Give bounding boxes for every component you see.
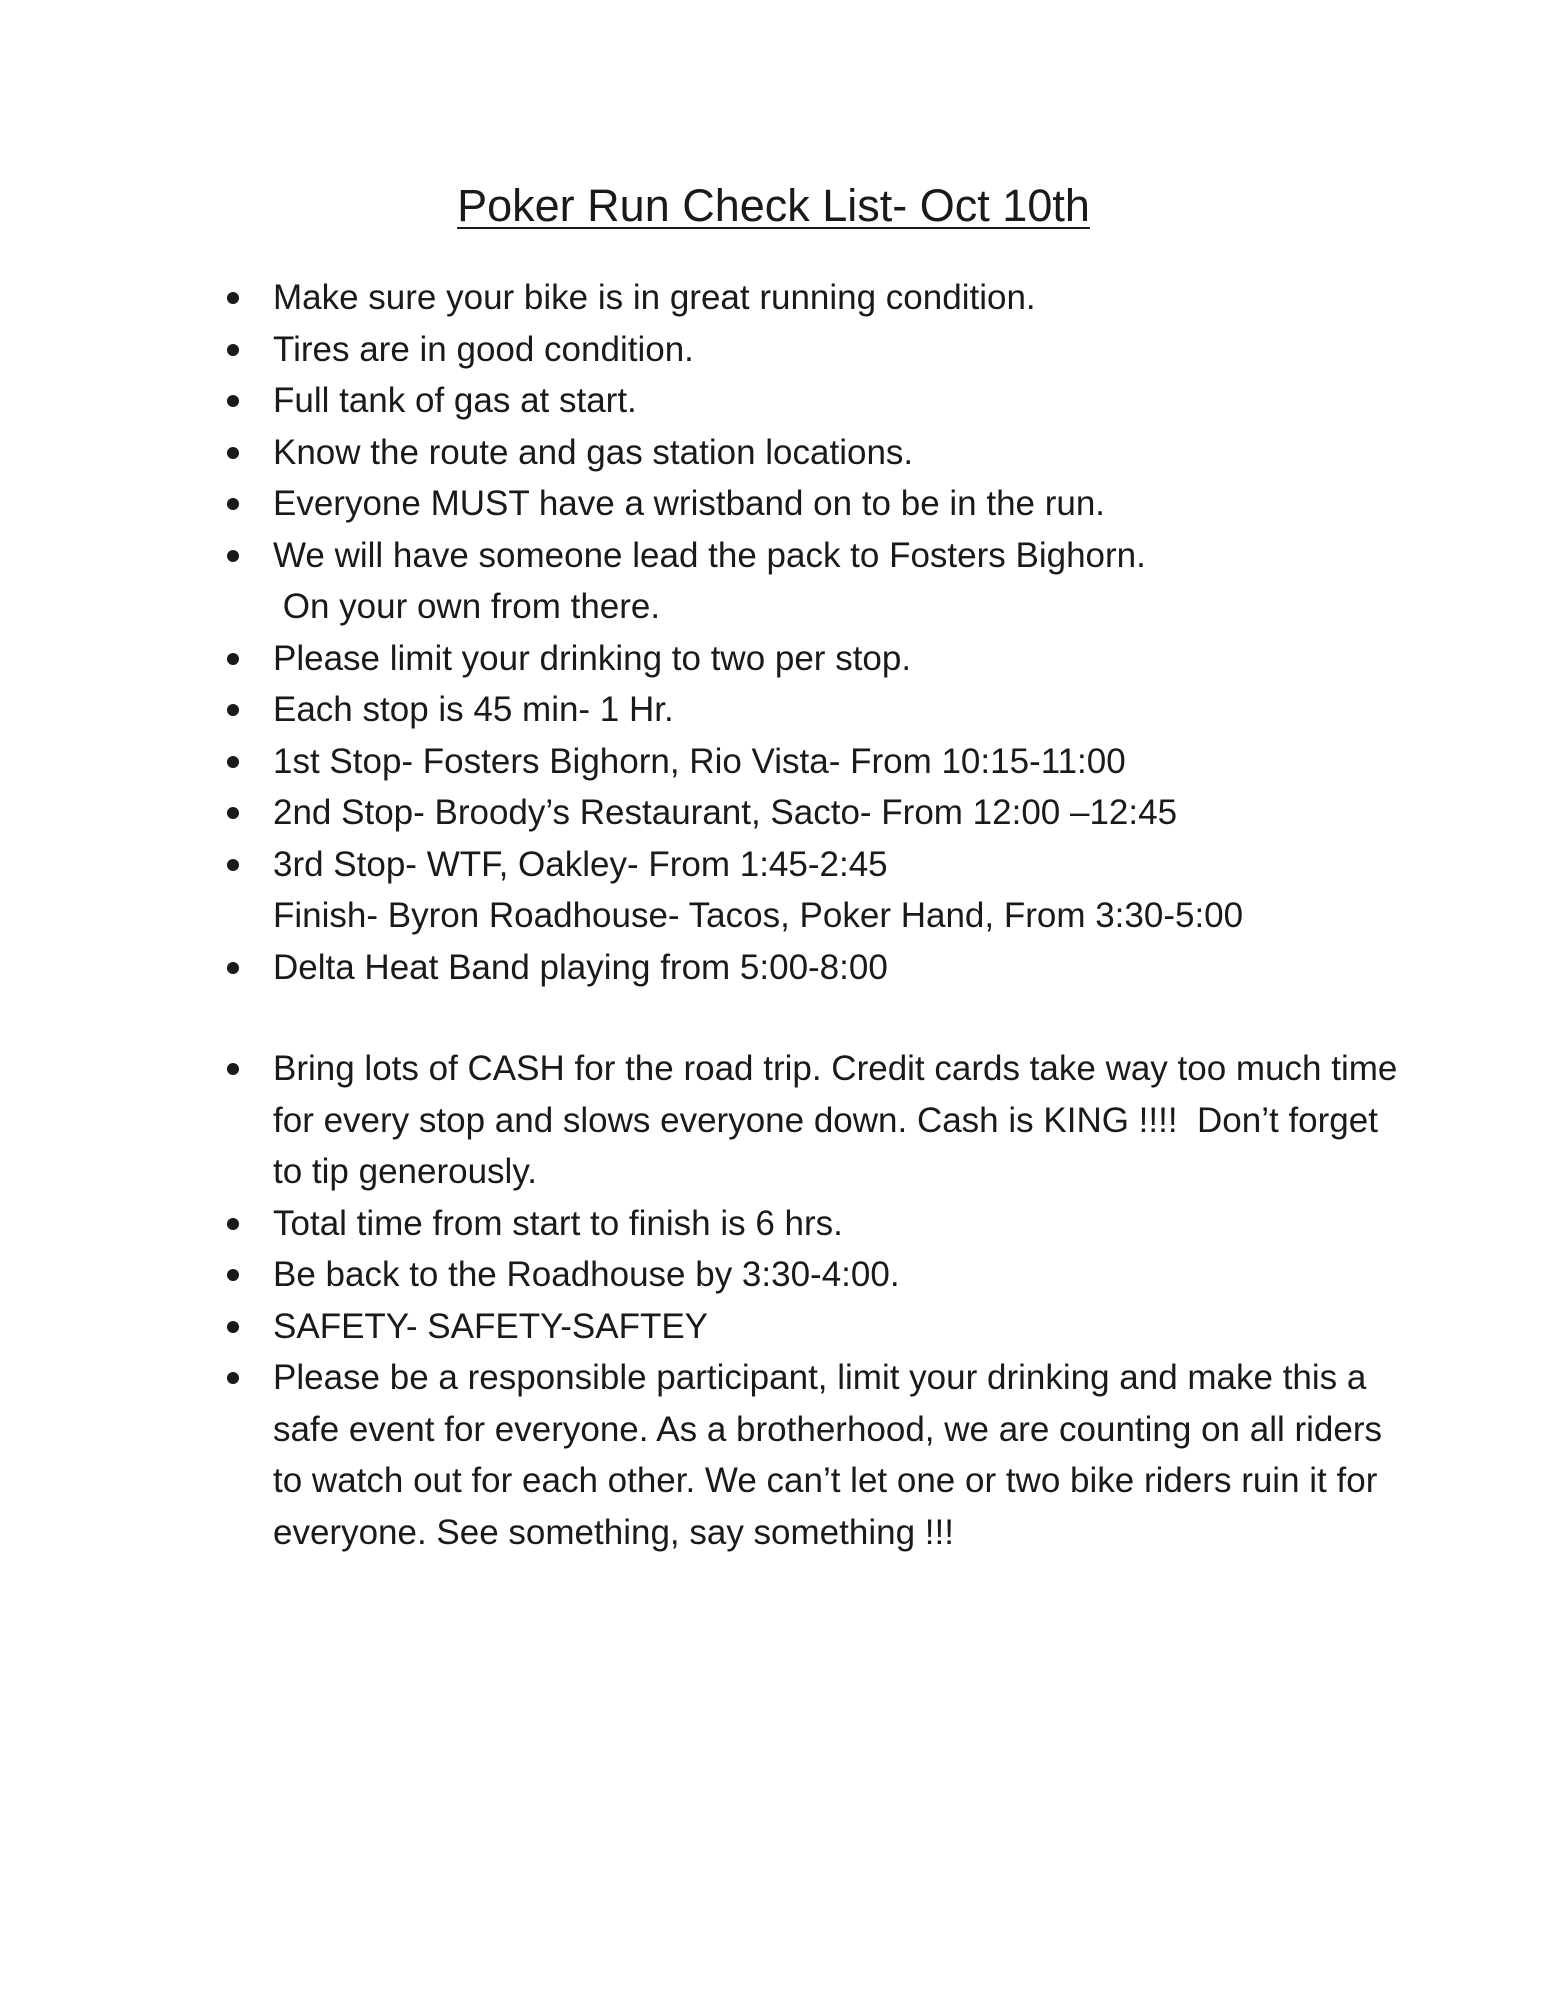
list-item: Delta Heat Band playing from 5:00-8:00 — [218, 942, 1398, 994]
list-item: SAFETY- SAFETY-SAFTEY — [218, 1301, 1398, 1353]
page-title-text: Poker Run Check List- Oct 10th — [457, 180, 1090, 231]
bullet-icon — [227, 1063, 239, 1075]
bullet-icon — [227, 962, 239, 974]
list-item: 2nd Stop- Broody’s Restaurant, Sacto- From 12:00 –12:45 — [218, 787, 1398, 839]
list-item: Total time from start to finish is 6 hrs. — [218, 1198, 1398, 1250]
list-item: 1st Stop- Fosters Bighorn, Rio Vista- From 10:15-11:00 — [218, 736, 1398, 788]
list-item: Full tank of gas at start. — [218, 375, 1398, 427]
bullet-icon — [227, 550, 239, 562]
finish-line-text: Finish- Byron Roadhouse- Tacos, Poker Hand, From 3:30-5:00 — [273, 896, 1244, 935]
page-title — [0, 178, 1547, 234]
list-item: Know the route and gas station locations. — [218, 427, 1398, 479]
list-item: Tires are in good condition. — [218, 324, 1398, 376]
bullet-icon — [227, 1269, 239, 1281]
checklist-top — [218, 272, 1398, 993]
bullet-icon — [227, 859, 239, 871]
list-item: Everyone MUST have a wristband on to be in the run. — [218, 478, 1398, 530]
bullet-icon — [227, 653, 239, 665]
bullet-icon — [227, 1372, 239, 1384]
bullet-icon — [227, 807, 239, 819]
list-item: Please be a responsible participant, limit your drinking and make this a safe event for everyone. As a brotherhood, we are counting on all riders to watch out for each other. We can’t let one or two bike riders ruin it for everyone. See something, say something !!! — [218, 1352, 1398, 1558]
bullet-icon — [227, 344, 239, 356]
bullet-icon — [227, 498, 239, 510]
list-item: Please limit your drinking to two per stop. — [218, 633, 1398, 685]
bullet-icon — [227, 756, 239, 768]
bullet-icon — [227, 447, 239, 459]
list-item: Each stop is 45 min- 1 Hr. — [218, 684, 1398, 736]
bullet-icon — [227, 1218, 239, 1230]
bullet-icon — [227, 395, 239, 407]
list-item: Be back to the Roadhouse by 3:30-4:00. — [218, 1249, 1398, 1301]
bullet-icon — [227, 704, 239, 716]
bullet-icon — [227, 292, 239, 304]
list-item: Make sure your bike is in great running condition. — [218, 272, 1398, 324]
bullet-icon — [227, 1321, 239, 1333]
list-item: 3rd Stop- WTF, Oakley- From 1:45-2:45 — [218, 839, 1398, 891]
list-item: Bring lots of CASH for the road trip. Credit cards take way too much time for every stop and slows everyone down. Cash is KING !!!! Don’t forget to tip generously. — [218, 1043, 1398, 1198]
checklist-bottom — [218, 1043, 1408, 1558]
list-item: We will have someone lead the pack to Fosters Bighorn. On your own from there. — [218, 530, 1398, 633]
